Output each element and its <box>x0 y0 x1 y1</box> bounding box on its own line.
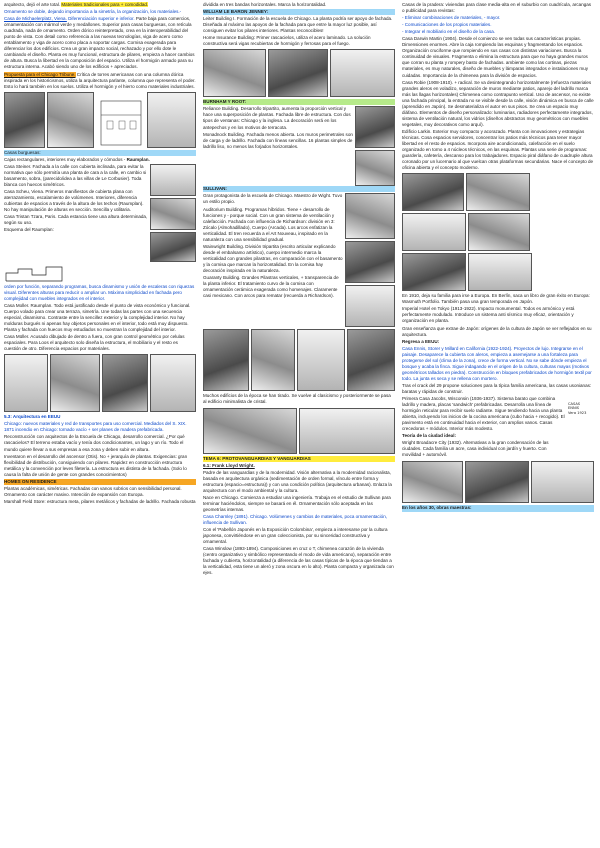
photo-wainwright <box>345 241 395 283</box>
paragraph: Casa Müller. Acusado dibujado de dentro a fuera, con gran control geométrico por celulas espaciales. Para Loos el arquitecto solo diseña la estructura, el mobiliario y el resto es cuestión de otro. Diferencia espacios por materiales. <box>4 334 185 352</box>
paragraph: Casa Steiner. Fachada a la calle con cubierta inclinada, para evitar la normativa que sólo permitía una planta de cara a la calle, en cambio si basamento, sobra, (parecido/idea a las villas de Le Corbusier). Toda blanca con huecos simétricos. <box>4 163 147 187</box>
paragraph: Home Insurance Building: Primer rascacielos, utiliza el acero laminado. La solución constructiva será vigas recubiertas de hormigón y ferrosas para el fuego. <box>203 35 371 47</box>
photo-sullivan-ornament <box>297 329 345 391</box>
paragraph: Nace en Chicago. Comienza a estudiar una ingeniería. Trabaja en el estudio de Sullivan para terminar haciéndolos, siempre se basará en él. Ornamentación sólo aceptada en las geometrías internas. <box>203 494 391 512</box>
paragraph: Guaranty Building. Grandes Pilastras verticales, + transparencia de la planta inferior. El tratamiento curvo de la cornisa con ornamentación cerámica exagerada como homenajes. Claramente casi mexicano. Con arcos para rematar (recuerda a Richardson). <box>203 275 339 299</box>
photo-plan <box>147 92 196 148</box>
photo-casa-ennis <box>402 461 463 503</box>
paragraph: Propuesta para el Chicago Tribune. Crítica de torres americanas con una columna dórica inspirada en los historicismos, utiliza la arquitectura parlante, columna que representa el poder. Esto lo hará también en los suelos. Utiliza el hormigón y el hierro como materiales industriales. <box>4 71 196 89</box>
paragraph: Inventaron en el desarrollo del ascensor (Otis). No + jerarquía de plantas. Exigencias: gran flexibilidad de distribución, consiguiendo con pilares. Rapidez en construcción estructura metálica y la convención por leves filetería. La estructura es distinta de la fachada. (Solo lo causa la falta de unión de gente con grandes conocimientos) <box>4 453 188 477</box>
figure-grid <box>402 173 594 291</box>
paragraph: Casas de la pradera: viviendas para clase media-alta en el suburbio con cuadrícula, arcangas o publicidad para revistas: <box>402 2 592 14</box>
photo-chicago-tribune <box>4 92 45 148</box>
paragraph: Casa Darwin Martin (1904). Desde el comienzo se ven todas sus características propias. Dimensiones enormes. Abre la caja rompiendo las esquinas y fragmentando los espacios. Organización cruciforme que rompiendo en sus casas con distintas variaciones. Busca la continuidad de visuales. Fragmenta o elimina la estructura para que no haya grandes muros que corran su planta y rompery basto de fachadas. ambiente como las cortinas, piezas materiales, es muy naturales, diseño de muebles y lámparas integrados e instalaciones muy cuidadas. Importancia de la chimenea para la división de espacios. <box>402 36 589 78</box>
photo-casa-steiner <box>150 164 196 196</box>
paragraph: Casa Scheu, Viena. Primeros manifiestos de cubierta plana con aterrazamiento, escalamiento de volúmenes. Interiores, diferencia cubiertas de espacios a través de la altura de los techos (Raumplan). No hay manipulación de alturas en sección. Sencilla y utilitaria. <box>4 188 144 213</box>
photo-sullivan-tower <box>251 329 295 391</box>
photo-monadnock <box>355 150 395 186</box>
figure-row <box>4 354 196 412</box>
column-middle <box>203 2 395 577</box>
photo-glass-tower <box>299 408 395 454</box>
paragraph: dividida en tres bandas horizontales. Marca la horizontalidad. <box>203 2 327 7</box>
paragraph: Marshall Field Store: estructura meta, pilares metálicos y fachadas de ladrillo. Fachada robusta <box>4 498 196 504</box>
photo-jenney-plan <box>330 49 395 97</box>
section-heading: 5.3: Arquitectura en EEUU <box>4 414 61 420</box>
text-with-figures <box>203 106 395 186</box>
paragraph: Casa Tristan Tzara, Paris. Cada estancia tiene una altura determinada, según su uso. <box>4 214 148 226</box>
photo-sullivan-facade <box>347 329 395 391</box>
paragraph: Auditorium Building. Programas híbridos. Tiene + desarrollo de funciones y - porque social. Con un gran sistema de ventilación y calefacción. Fachada con influencia de Richardson: división en 3: Zócalo (Almohadillado), Cuerpo (Arcada). Los arcos enfatizan la verticalidad. El tren recuerda a el Art Nouveau, inspirado en la naturaleza con una sensibilidad gradual. <box>203 206 335 242</box>
text-with-figures <box>203 193 395 327</box>
photo-casa-moller <box>4 354 48 412</box>
paragraph: Con el 'Pabellón Japonés en la Exposición Colombina', empieza a interesarse por la cultura japonesa, convirtiéndose en un gran coleccionista, por su sinceridad constructiva y ornamental. <box>203 527 388 545</box>
photo-larkin <box>402 213 466 251</box>
paragraph: Monadnock Building. Fachada menos abierta. Los muros perimetrales son de carga y de ladrillo. Fachada con líneas sencillas. 16 plantas simples de ladrillo liso, no menos las forjados horizontales. <box>203 131 353 149</box>
section-heading: Regresa a EEUU: <box>402 338 440 344</box>
photo-larkin-interior <box>468 213 530 251</box>
photo-reliance-building <box>355 106 395 148</box>
paragraph: Casa Robie (1908-1910). + radical. Se va desintegrando horizontalmente (refuerza materiales grandes aleros en voladizo, separación de muros mediante patios, aparejo del ladrillo marca más las llagas horizontales) Chimenea como contrapunto vertical. Uso de ascensor, no existe una fachada principal, la entrada no se visible desde la calle, visión dinámica en busca de calle (aprendido en Japón). Se desmaterializa el autor en sus pisos. Se crea un espacio muy diáfano. Elementos de diseño personalizado: luminarias, radiadores perfectamente integrados, sistema de ventilación natural, los vidrios (diseños abstractos muy geométricos con muebles vegetales, muy decorativos como arquí). <box>402 79 594 127</box>
photo-home-insurance <box>268 49 329 97</box>
figure-row <box>203 49 395 97</box>
paragraph: Casa Moller. Raumplan. Todo está justificado desde el punto de vista económico y funcional. Cuerpo volado para crear una terraza, simetría. Une todas las partes con una secuencia especial, dinamismo. Contraste entre la sencillez exterior y la complejidad interior. No hay molduras burgués ni apenas hay objetos personales en el interior, todo está muy dispuesto. Planta y fachada con huecos muy estudiados no muestran la complejidad del interior. <box>4 302 191 333</box>
list-item: - Comunicaciones de los propios materiales. <box>402 22 492 28</box>
paragraph: Gran enseñanza que extrae de Japón: orígenes de la cultura de Japón se ver reflejados en su arquitectura. <box>402 325 592 337</box>
column-left <box>4 2 196 506</box>
figure-row <box>203 329 395 391</box>
photo-casa-scheu <box>150 198 196 230</box>
paragraph: orden por función, separando programas, busca dinamismo y unión de escaleras con riquezas visual. Diferentes alturas para reducir o ampliar un. Máxima simplicidad en fachada pero complejidad con muebles integrados en el interior. <box>4 283 195 301</box>
paragraph: Primera Casa Jacobs, Wisconsin (1936-1937). Sistema barato que combina ladrillo y madera, placas 'sandwich' prefabricadas. Desarrolla una línea de hormigón reticular para recibir suelo radiante. Sigue tendiendo hacia una planta abierta, incluyendo los inicios de la cocina americana (cubo hacia + recogido). El pavimento está en continuidad hacia el exterior, con amplios vanos. Casas crecedoras + módulos. Interior más modesto. <box>402 396 565 432</box>
photo-guaranty <box>345 285 395 327</box>
sketch-facade <box>96 94 145 148</box>
paragraph: Ornamento se doble, dejando importancia a la simetría, la organización, los materiales.- <box>4 9 182 15</box>
section-heading: Casas burguesas: <box>4 150 196 156</box>
column-right <box>402 2 594 513</box>
list-item: - Integrar el mobiliario en el diseño de la casa. <box>402 29 496 35</box>
section-heading: Teoría de la ciudad ideal: <box>402 433 456 439</box>
photo-leiter-building <box>203 49 266 97</box>
paragraph: Edificio Larkin. Exterior muy compacto y acorazado. Planta con innovaciones y estrategias técnicas. Cosa espacios servidores, concentrar los patios más técnicos para tener mayor libertad en el resto de espacios. Incorpora aire acondicionado, calefacción en el suelo organizado en torno a 4 núcleos técnicos, en las esquinas. Plantas una serie de programas: guardería, cafetería, descanso para los trabajadores. Espacio piral diáfano de cuadruple altura coronado por un lucernario al que vuelcan otras plataformas secundarias. Nace el concepto de oficina abierta y el concepto moderno. <box>402 128 594 171</box>
figure-row <box>402 461 594 503</box>
section-heading: TEMA 6: PROTOVANGUARDIAS Y VANGUARDIAS <box>203 456 395 462</box>
paragraph: Casa de Michaelerplatz, Viena. Diferenciación superior e inferior. Parte baja para comercios, ornamentación con mármol verde y medallones. Superior para casas burguesas, con retícula cuadrada, nada de ornamento. Orden dórico reinterpretado, crea en la interoperabilidad del punto de vista. Con detail como referencia a las nuevas tecnologías, viga de acero como entablamento y viga de acero como placa a soportar cargas. Cornisa exagerada para diferenciar los dos edificios. Crea un gran impacto social, rechazado y por ello dote le cambiando el diseño. Planta es muy funcional, estructura de pilares, empieza a hacer cambios de altura. Busca la libertad en la composición del espacio. Utiliza el hormigón armado para su estructura interna. Acabó siendo uno de los edificios + apreciados. <box>4 16 195 70</box>
paragraph: Tras el crack del 29 propone soluciones para la típica familia americana, las casas usonianas: baratas y rápidas de construir. <box>402 382 592 394</box>
paragraph: Padre de las vanguardias y de la modernidad. Visión alternativa a la modernidad racionalista, basada en arquitectura orgánica (sedimentación de orden formal, vínculo entre forma y estructura (espacio=estructura)) y con una condición política (arquitectura urbanas). Enlaza la arquitectura con el modo ambiental y la cultura. <box>203 469 392 493</box>
photo-prairie-house <box>468 253 532 291</box>
paragraph: Chicago: nuevos materiales y red de transportes para uso comercial. Mediados del S. XIX. 1871 incendio en Chicago: tornado vacío + ser planes de madera prefabricada. <box>4 421 187 433</box>
paragraph: Cajas rectangulares, interiores muy elaborados y cómodos - Raumplan. <box>4 156 150 162</box>
paragraph: Casa Winslow (1893-1894). Composiciones en cruz o T, chimenea corazón de la vivienda (centro organizativo y simbólico representando el modo de vida americano), separación entre fachada y cubierta, horizontalidad (a diferencia de las casas típicas de la época que tiendan a la verticalidad, esta tiene un aleró y zona oscura en lo alto). Planta compacta y organizada con ejes. <box>203 546 394 576</box>
section-heading: BURNHAM Y ROOT: <box>203 99 395 105</box>
photo-broadacre <box>531 461 594 503</box>
section-heading: HOMES ON RESIDENCE <box>4 479 196 485</box>
text-with-figures <box>4 164 196 262</box>
section-heading: SULLIVAN: <box>203 186 395 192</box>
photo-casa-jacobs <box>465 461 528 503</box>
text-with-figures <box>402 396 594 459</box>
paragraph: Esquema del Raumplan: <box>4 227 54 233</box>
paragraph: Casa Ennis, Storer y Millard en California (1922-1924). Proyectos de lujo. Integrarse en el paisaje. Desaparece la cubierta con aleros, empieza a asemejarse a una fortaleza para protegerse del sol (clima de la zona), crece de forma vertical. No se sabe dónde empieza el bosque y acaba la finca. Sigue indagando en el origen de la cultura, culturas mayas (motivos geométricos tallados en piedra). Construcción en bloques prefabricados de hormigón textil por todo. La junta es seca y se rellena con mortero. <box>402 345 592 381</box>
paragraph: arquitecto, dejó el arte total. Materiales tradicionales para + comodidad. <box>4 2 149 7</box>
figure-row <box>4 92 196 148</box>
section-heading: 6.1: Frank Lloyd Wright. <box>203 462 255 468</box>
photo-darwin-martin <box>402 173 464 211</box>
paragraph: Leiter Building I. Formación de la escuela de Chicago. La planta podría ser apoyo de fachada. Diseñada al máximo las apoyos de la fachada para que entre la mayor luz posible, así consiguen evitar los pilares interiores. Plantas reconocibles! <box>203 16 393 34</box>
photo-michaelerplatz <box>47 92 94 148</box>
paragraph: Wainwright Building. División tripartita (escrito articular explicando desde el embalsamo artístico), cuerpo intermedio marca la verticalidad con grandes pilastras, en comparación con el basamento y la cornisa que marcan la horizontalidad. En la cornisa hay decoración inspirada en la naturaleza. <box>203 243 343 273</box>
paragraph: Reliance Building. Desarrollo tripartito, aumenta la proporción vertical y hace una superposición de plantas. Fachada libre de estructura. Con dos tipos de ventanas: Chicago y la inglesa. La decoración será en los antepechos y en los motivos de terracota. <box>203 106 351 130</box>
photo-auditorium <box>345 193 395 239</box>
paragraph: Plantas académicas, simétricas. Fachadas con vanos sobrios con sensibilidad personal. Ornamento con carácter masivo. Intención de expansión con Europa. <box>4 485 182 497</box>
photo-sullivan-detail <box>203 329 249 391</box>
photo-casa-tzara <box>150 232 196 262</box>
list-item: - Eliminar combinaciones de materiales, - mayor. <box>402 15 501 21</box>
paragraph: Casa Charnley (1891). Chicago. Volúmenes y cambios de materiales, poca ornamentación, influencia de Sullivan. <box>203 513 387 525</box>
paragraph: Gran protagonista de la escuela de Chicago. Maestro de Wight. Tuvo un estilo propio. <box>203 193 343 205</box>
photo-robie-house <box>466 173 530 211</box>
paragraph: En 1910, deja su familia para irse a Europa. En Berlín, saca un libro de gran éxito en Europa: Wasmuth Portfolio. También pasa una gran temporada en Japón. <box>402 293 590 305</box>
section-heading: En los años 30, obras maestras: <box>402 505 594 511</box>
paragraph: Reconstrucción con arquitectos de la Escuela de Chicago, desarrollo comercial. ¿Por qué rascacielos? El terreno estaba vacío y tenía dos condicionantes, un lago y un río. Todo el mundo quiere llevar a sus empresas a esa zona y deben subir en altura. <box>4 434 185 452</box>
figure-row <box>203 408 395 454</box>
photo-prairie-plan <box>402 253 466 291</box>
handwritten-note: CASAS ENNIS Vera 1923 <box>568 402 587 415</box>
photo-section <box>150 354 196 412</box>
photo-casa-muller <box>50 354 100 412</box>
sketch-raumplan <box>4 263 64 283</box>
section-heading: WILLIAM LE BARON JENNEY: <box>203 9 395 15</box>
photo-interior <box>102 354 148 412</box>
paragraph: Muchos edificios de la época se han tirado. Se vuelve al clasicismo y posteriormente se pasa al edificio minimalista de cristal. <box>203 393 391 405</box>
photo-chicago-skyline <box>203 408 297 454</box>
paragraph: Wright Broadacre City (1932). Alternativas a la gran condensación de las ciudades. Cada familia un acre, casa individual con jardín y huerto. Con movilidad + automóvil. <box>402 440 549 458</box>
paragraph: Imperial Hotel en Tokyo (1913-1922). Impacto monumental. Todos es armónico y está perfectamente modulado. Introduce un sistema anti sísmico muy eficaz, orientación y organización en planta. <box>402 306 575 324</box>
